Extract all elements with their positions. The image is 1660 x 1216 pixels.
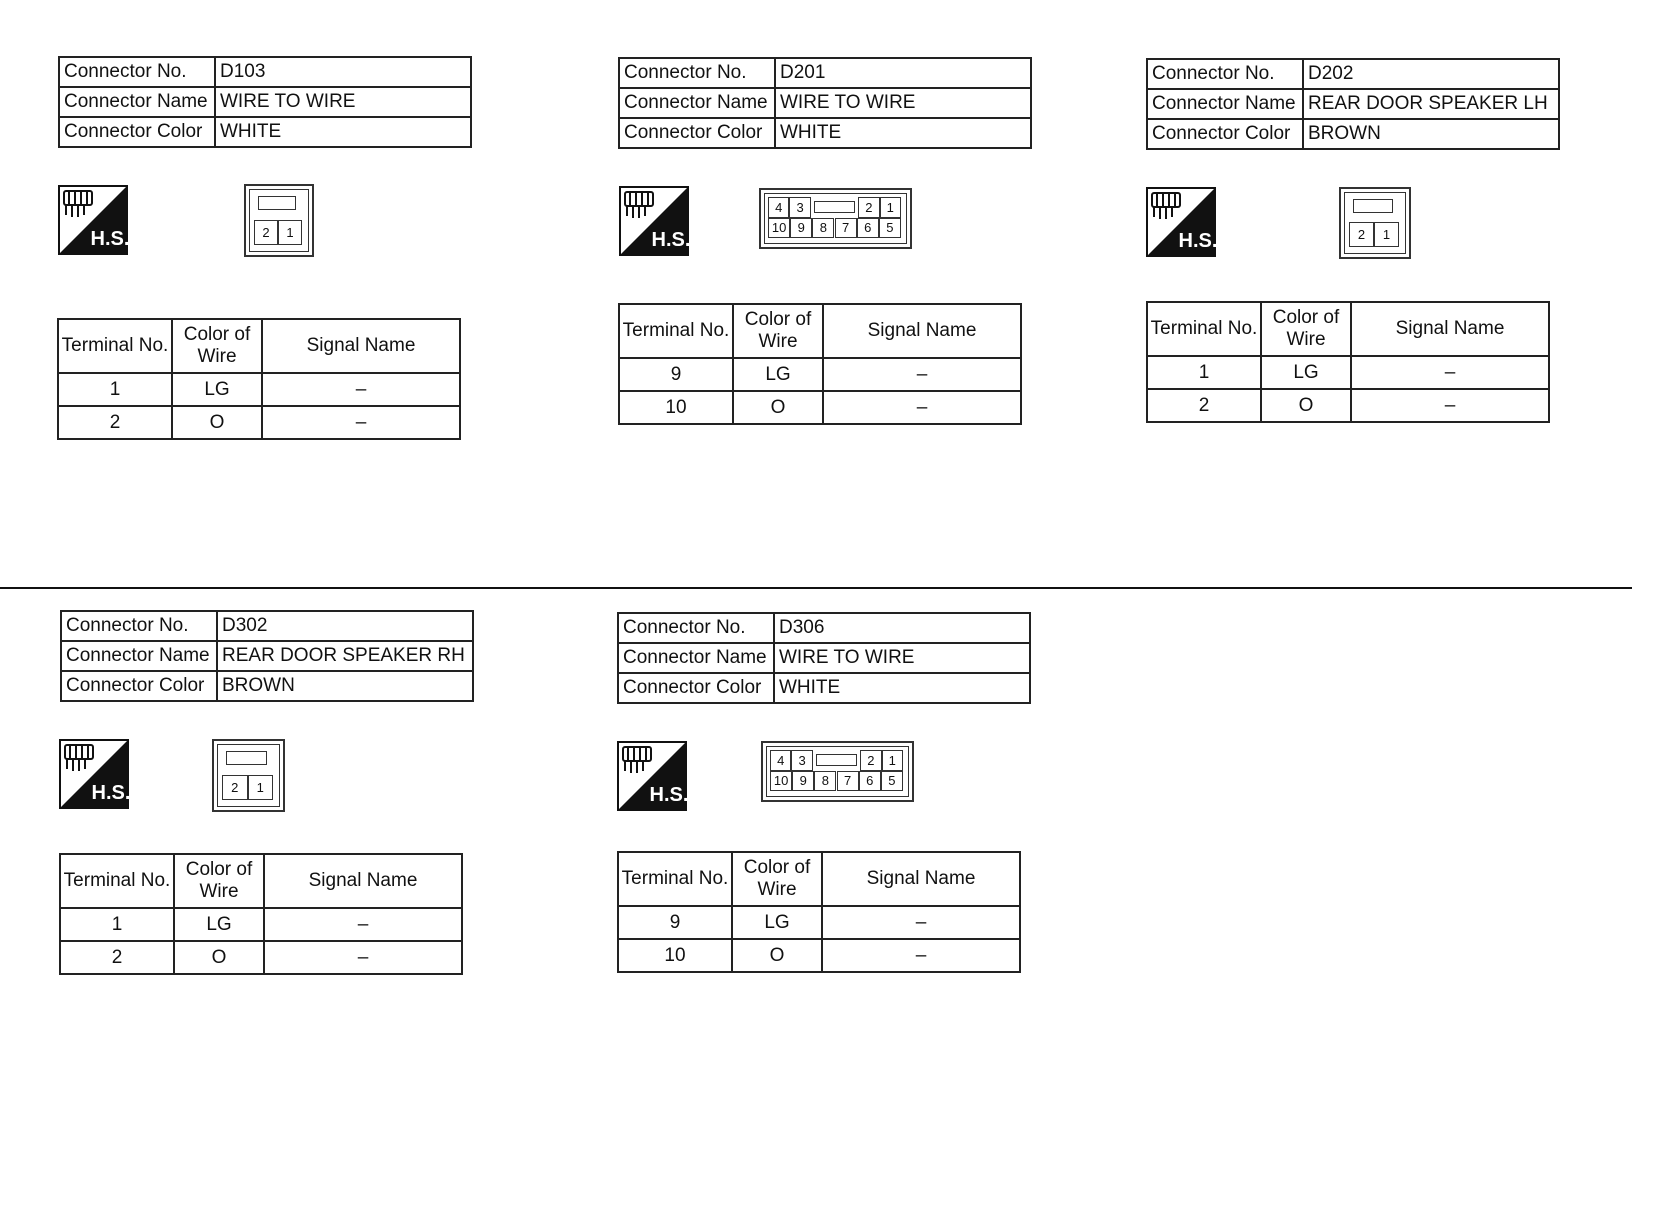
connector-block-d302	[60, 610, 474, 702]
connector-face-diagram	[761, 741, 914, 802]
section-divider	[0, 587, 1632, 589]
wire-color: LG	[174, 908, 264, 941]
color-of-wire-header: Color of Wire	[174, 854, 264, 908]
terminal-no: 2	[58, 406, 172, 439]
connector-name-label: Connector Name	[61, 641, 217, 671]
connector-color-value: WHITE	[775, 118, 1031, 148]
connector-info-table	[617, 612, 1031, 704]
lock-slot	[816, 754, 857, 766]
connector-name-label: Connector Name	[619, 88, 775, 118]
connector-no-label: Connector No.	[619, 58, 775, 88]
harness-side-icon	[59, 739, 129, 814]
connector-info-table	[60, 610, 474, 702]
hs-label: H.S.	[91, 782, 129, 804]
terminal-no: 1	[58, 373, 172, 406]
table-row	[58, 406, 460, 439]
pin-cell: 2	[860, 750, 881, 771]
signal-name-header: Signal Name	[1351, 302, 1549, 356]
connector-name-label: Connector Name	[59, 87, 215, 117]
pin-cell: 1	[882, 750, 903, 771]
pin-cell: 10	[770, 771, 792, 792]
connector-color-label: Connector Color	[619, 118, 775, 148]
pin-cell: 1	[278, 220, 302, 246]
connector-color-label: Connector Color	[1147, 119, 1303, 149]
terminal-no: 9	[619, 358, 733, 391]
connector-name-value: REAR DOOR SPEAKER RH	[217, 641, 473, 671]
color-of-wire-header: Color of Wire	[733, 304, 823, 358]
terminal-no-header: Terminal No.	[60, 854, 174, 908]
connector-color-value: BROWN	[217, 671, 473, 701]
harness-side-icon	[1146, 187, 1216, 262]
connector-no-label: Connector No.	[59, 57, 215, 87]
connector-no-value: D302	[217, 611, 473, 641]
hs-badge-graphic	[619, 186, 689, 256]
connector-info-table	[618, 57, 1032, 149]
terminal-no: 9	[618, 906, 732, 939]
terminal-no-header: Terminal No.	[618, 852, 732, 906]
connector-name-label: Connector Name	[618, 643, 774, 673]
hs-badge-graphic	[1146, 187, 1216, 257]
wire-color: O	[172, 406, 262, 439]
terminal-no: 2	[60, 941, 174, 974]
signal-name: –	[1351, 356, 1549, 389]
signal-name-header: Signal Name	[262, 319, 460, 373]
pin-cell: 7	[837, 771, 859, 792]
color-of-wire-header: Color of Wire	[732, 852, 822, 906]
pin-cell: 6	[857, 218, 879, 239]
pin-cell: 1	[880, 197, 901, 218]
table-row	[619, 358, 1021, 391]
wire-color: LG	[733, 358, 823, 391]
harness-side-icon	[617, 741, 687, 816]
pin-cell: 1	[1374, 222, 1399, 247]
connector-block-d306	[617, 612, 1031, 704]
connector-no-label: Connector No.	[61, 611, 217, 641]
table-row	[619, 391, 1021, 424]
pin-cell: 3	[791, 750, 812, 771]
terminal-table-d201	[618, 303, 1022, 425]
lock-slot	[258, 196, 296, 210]
terminal-table-d302	[59, 853, 463, 975]
wire-color: LG	[172, 373, 262, 406]
wire-color: O	[733, 391, 823, 424]
connector-no-label: Connector No.	[1147, 59, 1303, 89]
signal-name: –	[823, 391, 1021, 424]
terminal-no: 10	[619, 391, 733, 424]
connector-name-value: WIRE TO WIRE	[774, 643, 1030, 673]
table-row	[1147, 356, 1549, 389]
connector-info-table	[58, 56, 472, 148]
connector-name-value: WIRE TO WIRE	[775, 88, 1031, 118]
hs-badge-graphic	[58, 185, 128, 255]
pin-cell: 10	[768, 218, 790, 239]
wire-color: LG	[1261, 356, 1351, 389]
connector-no-value: D306	[774, 613, 1030, 643]
hs-badge-graphic	[617, 741, 687, 811]
signal-name: –	[1351, 389, 1549, 422]
harness-side-icon	[58, 185, 128, 260]
wire-color: LG	[732, 906, 822, 939]
signal-name: –	[822, 939, 1020, 972]
connector-no-value: D103	[215, 57, 471, 87]
signal-name-header: Signal Name	[264, 854, 462, 908]
hs-label: H.S.	[651, 229, 689, 251]
signal-name: –	[262, 373, 460, 406]
pin-cell: 1	[248, 775, 274, 801]
table-row	[1147, 389, 1549, 422]
pin-cell: 8	[814, 771, 836, 792]
pin-cell: 6	[859, 771, 881, 792]
connector-housing	[1344, 192, 1406, 254]
pin-cell: 8	[812, 218, 834, 239]
terminal-no: 2	[1147, 389, 1261, 422]
connector-no-label: Connector No.	[618, 613, 774, 643]
terminal-no-header: Terminal No.	[619, 304, 733, 358]
wire-color: O	[1261, 389, 1351, 422]
signal-name-header: Signal Name	[822, 852, 1020, 906]
connector-block-d103	[58, 56, 472, 148]
signal-name: –	[822, 906, 1020, 939]
wire-color: O	[732, 939, 822, 972]
signal-name: –	[823, 358, 1021, 391]
connector-color-value: WHITE	[774, 673, 1030, 703]
connector-name-value: REAR DOOR SPEAKER LH	[1303, 89, 1559, 119]
pin-cell: 5	[879, 218, 901, 239]
signal-name: –	[264, 908, 462, 941]
connector-face-diagram	[212, 739, 285, 812]
connector-housing	[764, 193, 907, 244]
lock-slot	[814, 201, 855, 213]
pin-cell: 9	[790, 218, 812, 239]
table-row	[58, 373, 460, 406]
pin-cell: 5	[881, 771, 903, 792]
connector-no-value: D201	[775, 58, 1031, 88]
connector-name-value: WIRE TO WIRE	[215, 87, 471, 117]
connector-housing	[766, 746, 909, 797]
hs-badge-graphic	[59, 739, 129, 809]
terminal-no-header: Terminal No.	[1147, 302, 1261, 356]
hs-label: H.S.	[649, 784, 687, 806]
table-row	[60, 908, 462, 941]
lock-slot	[226, 751, 267, 765]
hs-label: H.S.	[90, 228, 128, 250]
connector-color-value: BROWN	[1303, 119, 1559, 149]
connector-color-label: Connector Color	[61, 671, 217, 701]
table-row	[60, 941, 462, 974]
table-row	[618, 939, 1020, 972]
signal-name-header: Signal Name	[823, 304, 1021, 358]
pin-cell: 3	[789, 197, 810, 218]
signal-name: –	[262, 406, 460, 439]
terminal-table-d202	[1146, 301, 1550, 423]
wire-color: O	[174, 941, 264, 974]
connector-no-value: D202	[1303, 59, 1559, 89]
pin-cell: 4	[768, 197, 789, 218]
pin-cell: 4	[770, 750, 791, 771]
connector-info-table	[1146, 58, 1560, 150]
connector-face-diagram	[244, 184, 314, 257]
pin-cell: 9	[792, 771, 814, 792]
connector-block-d201	[618, 57, 1032, 149]
connector-color-label: Connector Color	[59, 117, 215, 147]
pin-cell: 2	[858, 197, 879, 218]
terminal-no: 1	[1147, 356, 1261, 389]
connector-color-label: Connector Color	[618, 673, 774, 703]
pin-cell: 7	[835, 218, 857, 239]
connector-block-d202	[1146, 58, 1560, 150]
connector-name-label: Connector Name	[1147, 89, 1303, 119]
pin-cell: 2	[1349, 222, 1374, 247]
connector-face-diagram	[1339, 187, 1411, 259]
terminal-table-d306	[617, 851, 1021, 973]
connector-housing	[217, 744, 280, 807]
signal-name: –	[264, 941, 462, 974]
pin-cell: 2	[254, 220, 278, 246]
harness-side-icon	[619, 186, 689, 261]
terminal-no: 1	[60, 908, 174, 941]
pin-cell: 2	[222, 775, 248, 801]
table-row	[618, 906, 1020, 939]
connector-color-value: WHITE	[215, 117, 471, 147]
color-of-wire-header: Color of Wire	[1261, 302, 1351, 356]
color-of-wire-header: Color of Wire	[172, 319, 262, 373]
connector-face-diagram	[759, 188, 912, 249]
terminal-no: 10	[618, 939, 732, 972]
hs-label: H.S.	[1178, 230, 1216, 252]
lock-slot	[1353, 199, 1393, 213]
terminal-no-header: Terminal No.	[58, 319, 172, 373]
terminal-table-d103	[57, 318, 461, 440]
connector-housing	[249, 189, 309, 252]
